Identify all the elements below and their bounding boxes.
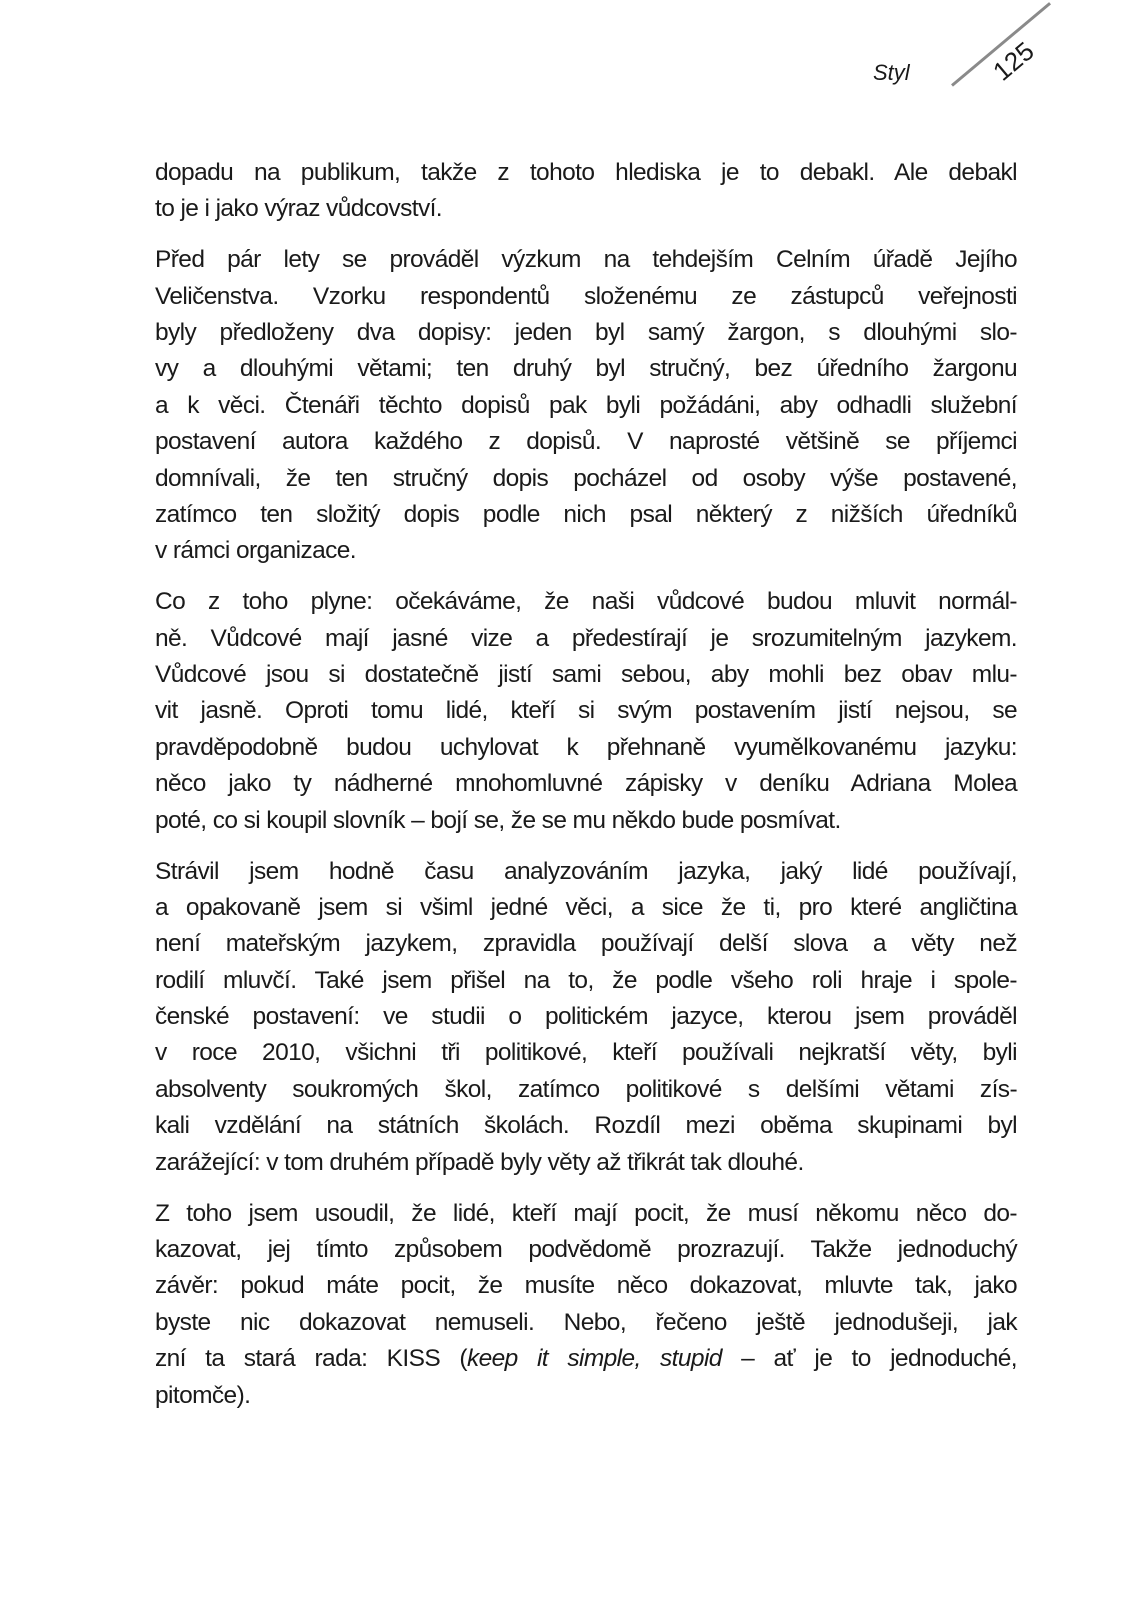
text-line: Co z toho plyne: očekáváme, že naši vůdcové budou mluvit normál- (155, 588, 1017, 616)
text-line: vit jasně. Oproti tomu lidé, kteří si svým postavením jistí nejsou, se (155, 697, 1017, 725)
running-head: Styl (873, 60, 910, 85)
paragraph (155, 1196, 1017, 1414)
paragraph (155, 584, 1017, 839)
text-line: pravděpodobně budou uchylovat k přehnaně vyumělkovanému jazyku: (155, 733, 1017, 761)
text-line: a opakovaně jsem si všiml jedné věci, a sice že ti, pro které angličtina (155, 893, 1017, 921)
paragraph (155, 854, 1017, 1182)
text-line: Před pár lety se prováděl výzkum na tehdejším Celním úřadě Jejího (155, 246, 1017, 274)
text-line (155, 1341, 1017, 1377)
text-line: postavení autora každého z dopisů. V naprosté většině se příjemci (155, 428, 1017, 456)
text-line: čenské postavení: ve studii o politickém jazyce, kterou jsem prováděl (155, 1003, 1017, 1031)
text-line: to je i jako výraz vůdcovství. (155, 195, 443, 223)
text-line: Vůdcové jsou si dostatečně jistí sami sebou, aby mohli bez obav mlu- (155, 661, 1017, 689)
text-line: Z toho jsem usoudil, že lidé, kteří mají pocit, že musí někomu něco do- (155, 1199, 1017, 1227)
text-line: Veličenstva. Vzorku respondentů složenému ze zástupců veřejnosti (155, 282, 1017, 310)
text-line: závěr: pokud máte pocit, že musíte něco dokazovat, mluvte tak, jako (155, 1272, 1017, 1300)
text-line: poté, co si koupil slovník – bojí se, že se mu někdo bude posmívat. (155, 806, 841, 834)
text-line: kazovat, jej tímto způsobem podvědomě prozrazují. Takže jednoduchý (155, 1235, 1017, 1263)
text-line: něco jako ty nádherné mnohomluvné zápisky v deníku Adriana Molea (155, 770, 1017, 798)
text-line: Strávil jsem hodně času analyzováním jazyka, jaký lidé používají, (155, 857, 1017, 885)
text-line: zatímco ten složitý dopis podle nich psal některý z nižších úředníků (155, 501, 1017, 529)
text-line: ně. Vůdcové mají jasné vize a předestírají je srozumitelným jazykem. (155, 624, 1017, 652)
text-line: rodilí mluvčí. Také jsem přišel na to, že podle všeho roli hraje i spole- (155, 966, 1017, 994)
body-text (155, 155, 1017, 1428)
text-line: byste nic dokazovat nemuseli. Nebo, řečeno ještě jednodušeji, jak (155, 1308, 1017, 1336)
text-line: není mateřským jazykem, zpravidla používají delší slova a věty než (155, 930, 1017, 958)
text-line: a k věci. Čtenáři těchto dopisů pak byli požádáni, aby odhadli služební (155, 391, 1017, 419)
italic-phrase: keep it simple, stupid (466, 1345, 722, 1373)
text-segment: zní ta stará rada: KISS ( (155, 1345, 467, 1373)
text-line: byly předloženy dva dopisy: jeden byl samý žargon, s dlouhými slo- (155, 319, 1017, 347)
paragraph (155, 155, 1017, 228)
text-line: vy a dlouhými větami; ten druhý byl stručný, bez úředního žargonu (155, 355, 1017, 383)
text-line: kali vzdělání na státních školách. Rozdíl mezi oběma skupinami byl (155, 1112, 1017, 1140)
page-number: 125 (987, 35, 1040, 87)
text-segment: – ať je to jednoduché, (721, 1345, 1017, 1373)
text-line: dopadu na publikum, takže z tohoto hlediska je to debakl. Ale debakl (155, 159, 1017, 186)
paragraph (155, 242, 1017, 570)
text-line: zarážející: v tom druhém případě byly věty až třikrát tak dlouhé. (155, 1148, 804, 1176)
text-line: v rámci organizace. (155, 537, 357, 565)
text-line: domnívali, že ten stručný dopis pocházel od osoby výše postavené, (155, 464, 1017, 492)
text-line: absolventy soukromých škol, zatímco politikové s delšími větami zís- (155, 1075, 1017, 1103)
text-line: v roce 2010, všichni tři politikové, kteří používali nejkratší věty, byli (155, 1039, 1017, 1067)
text-line: pitomče). (155, 1381, 251, 1409)
